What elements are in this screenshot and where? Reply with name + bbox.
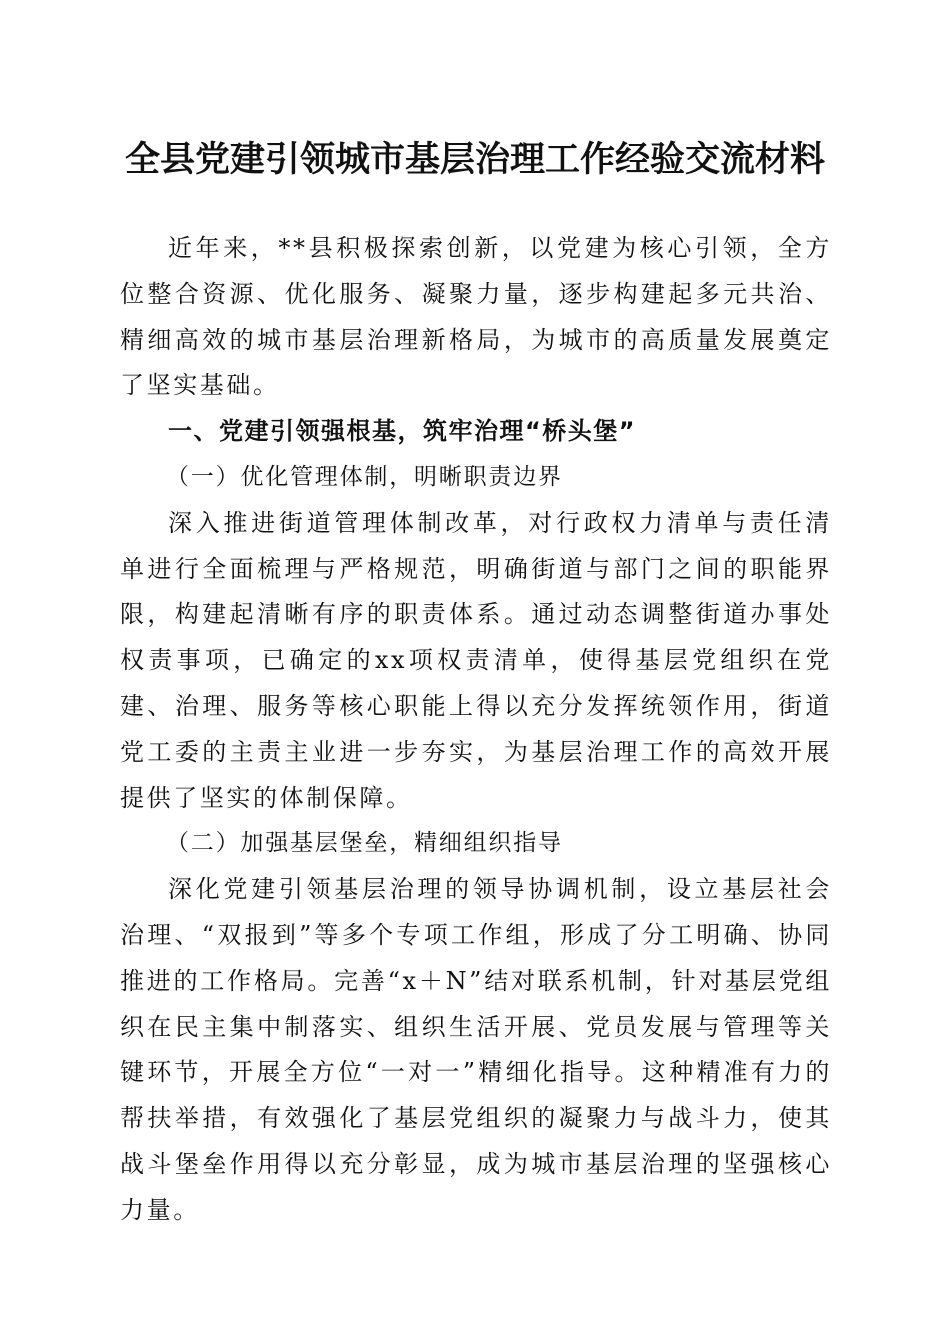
- subsection-heading-1: （一）优化管理体制，明晰职责边界: [166, 463, 563, 490]
- intro-paragraph: 近年来，**县积极探索创新，以党建为核心引领，全方位整合资源、优化服务、凝聚力量，逐步构建起多元共治、精细高效的城市基层治理新格局，为城市的高质量发展奠定了坚实基础。: [120, 234, 832, 400]
- body-paragraph-1: 深入推进街道管理体制改革，对行政权力清单与责任清单进行全面梳理与严格规范，明确街道与部门之间的职能界限，构建起清晰有序的职责体系。通过动态调整街道办事处权责事项，已确定的xx项权责清单，使得基层党组织在党建、治理、服务等核心职能上得以充分发挥统领作用，街道党工委的主责主业进一步夯实，为基层治理工作的高效开展提供了坚实的体制保障。: [120, 508, 832, 812]
- section-heading-1: 一、党建引领强根基，筑牢治理“桥头堡”: [168, 417, 637, 446]
- body-paragraph-2: 深化党建引领基层治理的领导协调机制，设立基层社会治理、“双报到”等多个专项工作组，形成了分工明确、协同推进的工作格局。完善“x＋N”结对联系机制，针对基层党组织在民主集中制落实、组织生活开展、党员发展与管理等关键环节，开展全方位“一对一”精细化指导。这种精准有力的帮扶举措，有效强化了基层党组织的凝聚力与战斗力，使其战斗堡垒作用得以充分彰显，成为城市基层治理的坚强核心力量。: [120, 875, 832, 1224]
- subsection-heading-2: （二）加强基层堡垒，精细组织指导: [166, 830, 563, 857]
- document-body: [120, 226, 832, 1234]
- document-title: 全县党建引领城市基层治理工作经验交流材料: [124, 139, 825, 180]
